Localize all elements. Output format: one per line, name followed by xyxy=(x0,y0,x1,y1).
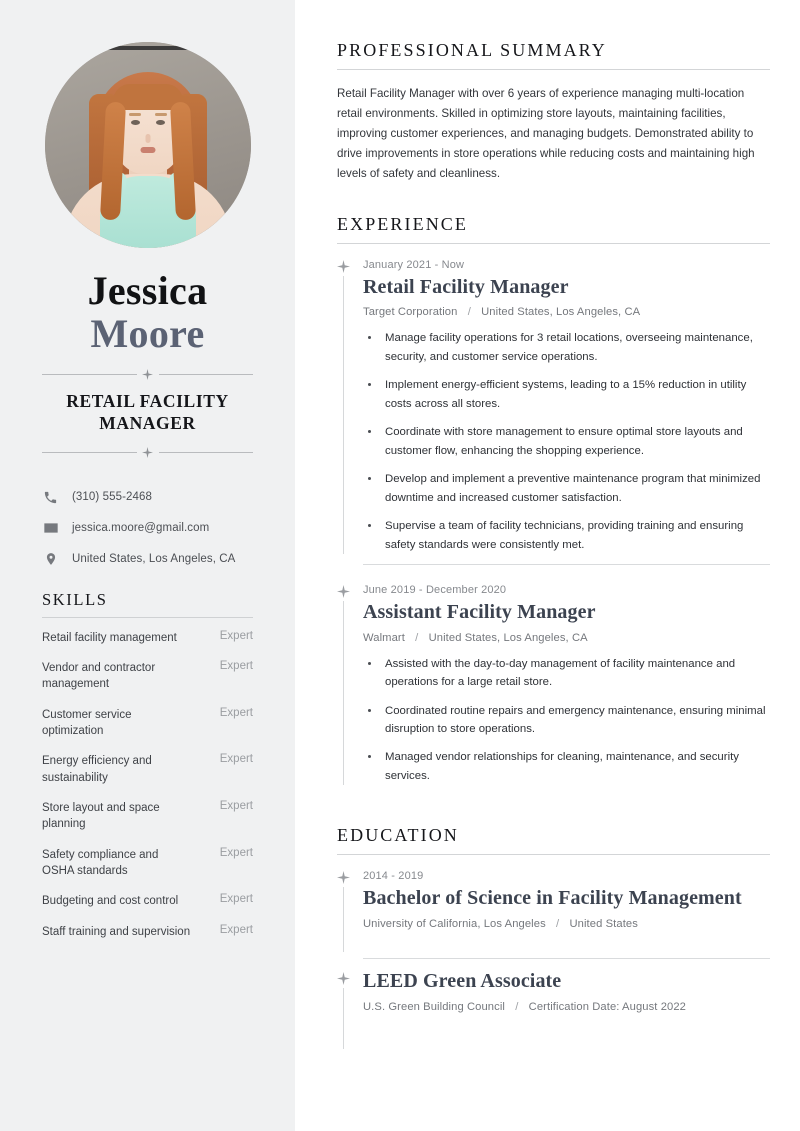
certification-institution: U.S. Green Building Council xyxy=(363,1000,505,1013)
skills-heading: SKILLS xyxy=(42,589,108,609)
first-name: Jessica xyxy=(87,268,208,313)
certification-entry xyxy=(337,970,770,1049)
candidate-name xyxy=(42,270,253,357)
bullet-item: • Supervise a team of facility technicians, providing training and ensuring safety standards were consistently met. xyxy=(381,517,770,554)
sparkle-icon xyxy=(337,260,351,274)
skill-item xyxy=(42,924,253,940)
skill-level: Expert xyxy=(219,706,253,719)
skill-level: Expert xyxy=(219,923,253,936)
skill-name: Staff training and supervision xyxy=(42,925,191,938)
sparkle-icon xyxy=(142,369,153,380)
experience-date: June 2019 - December 2020 xyxy=(363,583,507,596)
contact-phone[interactable] xyxy=(42,489,253,506)
skill-item xyxy=(42,707,253,740)
skill-name: Store layout and space planning xyxy=(42,801,160,831)
skill-level: Expert xyxy=(219,893,253,906)
sparkle-icon xyxy=(337,585,351,599)
experience-title: Retail Facility Manager xyxy=(363,275,569,298)
skill-item xyxy=(42,800,253,833)
education-institution: University of California, Los Angeles xyxy=(363,917,546,930)
timeline-line xyxy=(343,887,344,952)
profile-photo xyxy=(45,42,251,248)
education-title: Bachelor of Science in Facility Management xyxy=(363,887,742,910)
skill-item xyxy=(42,847,253,880)
experience-heading-rule xyxy=(337,243,770,244)
phone-icon xyxy=(42,489,59,506)
certification-meta xyxy=(363,1001,770,1013)
last-name: Moore xyxy=(90,311,205,356)
education-location: United States xyxy=(569,917,638,930)
skill-item xyxy=(42,753,253,786)
meta-separator: / xyxy=(467,306,471,319)
timeline-line xyxy=(343,601,344,785)
timeline-line xyxy=(343,988,344,1049)
education-heading-rule xyxy=(337,854,770,855)
education-date: 2014 - 2019 xyxy=(363,870,424,883)
summary-heading-rule xyxy=(337,69,770,70)
sidebar xyxy=(0,0,295,1131)
divider-top xyxy=(42,368,253,381)
experience-bullets xyxy=(381,655,770,786)
sparkle-icon xyxy=(142,447,153,458)
bullet-item: • Managed vendor relationships for cleaning, maintenance, and security services. xyxy=(381,748,770,785)
main-content xyxy=(295,0,800,1131)
skill-level: Expert xyxy=(219,659,253,672)
skills-list xyxy=(42,630,253,940)
skill-item xyxy=(42,630,253,646)
divider-bottom xyxy=(42,446,253,459)
education-meta xyxy=(363,918,770,930)
experience-entry xyxy=(337,258,770,554)
bullet-item: • Coordinated routine repairs and emergency maintenance, ensuring minimal disruption to store operations. xyxy=(381,702,770,739)
education-entry xyxy=(337,869,770,952)
experience-date: January 2021 - Now xyxy=(363,258,465,271)
skill-name: Energy efficiency and sustainability xyxy=(42,755,152,784)
experience-title: Assistant Facility Manager xyxy=(363,600,596,623)
experience-entry xyxy=(337,583,770,785)
sparkle-icon xyxy=(337,871,351,885)
skill-item xyxy=(42,660,253,693)
skill-name: Budgeting and cost control xyxy=(42,895,179,908)
location-pin-icon xyxy=(42,551,59,568)
experience-meta xyxy=(363,306,770,318)
experience-heading: EXPERIENCE xyxy=(337,213,468,234)
candidate-job-title: RETAIL FACILITY MANAGER xyxy=(66,390,229,434)
bullet-item: • Manage facility operations for 3 retail locations, overseeing maintenance, security, and customer service operations. xyxy=(381,329,770,366)
skill-name: Customer service optimization xyxy=(42,708,132,737)
skill-level: Expert xyxy=(219,846,253,859)
sparkle-icon xyxy=(337,972,351,986)
experience-company: Walmart xyxy=(363,631,405,644)
profile-photo-wrapper xyxy=(42,42,253,248)
bullet-item: • Develop and implement a preventive maintenance program that minimized downtime and increased customer satisfaction. xyxy=(381,470,770,507)
meta-separator: / xyxy=(556,917,560,930)
skill-level: Expert xyxy=(219,753,253,766)
certification-title: LEED Green Associate xyxy=(363,969,562,992)
email-value: jessica.moore@gmail.com xyxy=(72,522,210,535)
phone-value: (310) 555-2468 xyxy=(72,491,153,504)
contact-location[interactable] xyxy=(42,551,253,568)
skill-item xyxy=(42,893,253,909)
meta-separator: / xyxy=(415,631,419,644)
summary-text: Retail Facility Manager with over 6 years of experience managing multi-location retail environments. Skilled in optimizing store layouts, maintaining facilities, improving customer experiences, and managing budgets. Demonstrated ability to drive improvements in store operations while reducing costs and maintaining high levels of safety and cleanliness. xyxy=(337,87,755,180)
bullet-item: • Assisted with the day-to-day management of facility maintenance and operations for a large retail store. xyxy=(381,655,770,692)
location-value: United States, Los Angeles, CA xyxy=(72,553,236,566)
experience-location: United States, Los Angeles, CA xyxy=(428,631,588,644)
experience-bullets xyxy=(381,329,770,554)
skill-name: Vendor and contractor management xyxy=(42,661,156,691)
contact-list xyxy=(42,489,253,568)
meta-separator: / xyxy=(515,1000,519,1013)
bullet-item: • Coordinate with store management to ensure optimal store layouts and customer flow, enhancing the shopping experience. xyxy=(381,423,770,460)
skills-heading-rule xyxy=(42,617,253,618)
skill-name: Retail facility management xyxy=(42,631,177,644)
experience-meta xyxy=(363,632,770,644)
skill-level: Expert xyxy=(219,629,253,642)
envelope-icon xyxy=(42,520,59,537)
experience-location: United States, Los Angeles, CA xyxy=(481,306,641,319)
bullet-item: • Implement energy-efficient systems, leading to a 15% reduction in utility costs across all stores. xyxy=(381,376,770,413)
skill-level: Expert xyxy=(219,799,253,812)
timeline-line xyxy=(343,276,344,554)
summary-heading: PROFESSIONAL SUMMARY xyxy=(337,40,607,60)
contact-email[interactable] xyxy=(42,520,253,537)
skill-name: Safety compliance and OSHA standards xyxy=(42,848,159,877)
education-heading: EDUCATION xyxy=(337,825,459,846)
experience-company: Target Corporation xyxy=(363,306,458,319)
certification-date: Certification Date: August 2022 xyxy=(528,1000,686,1013)
